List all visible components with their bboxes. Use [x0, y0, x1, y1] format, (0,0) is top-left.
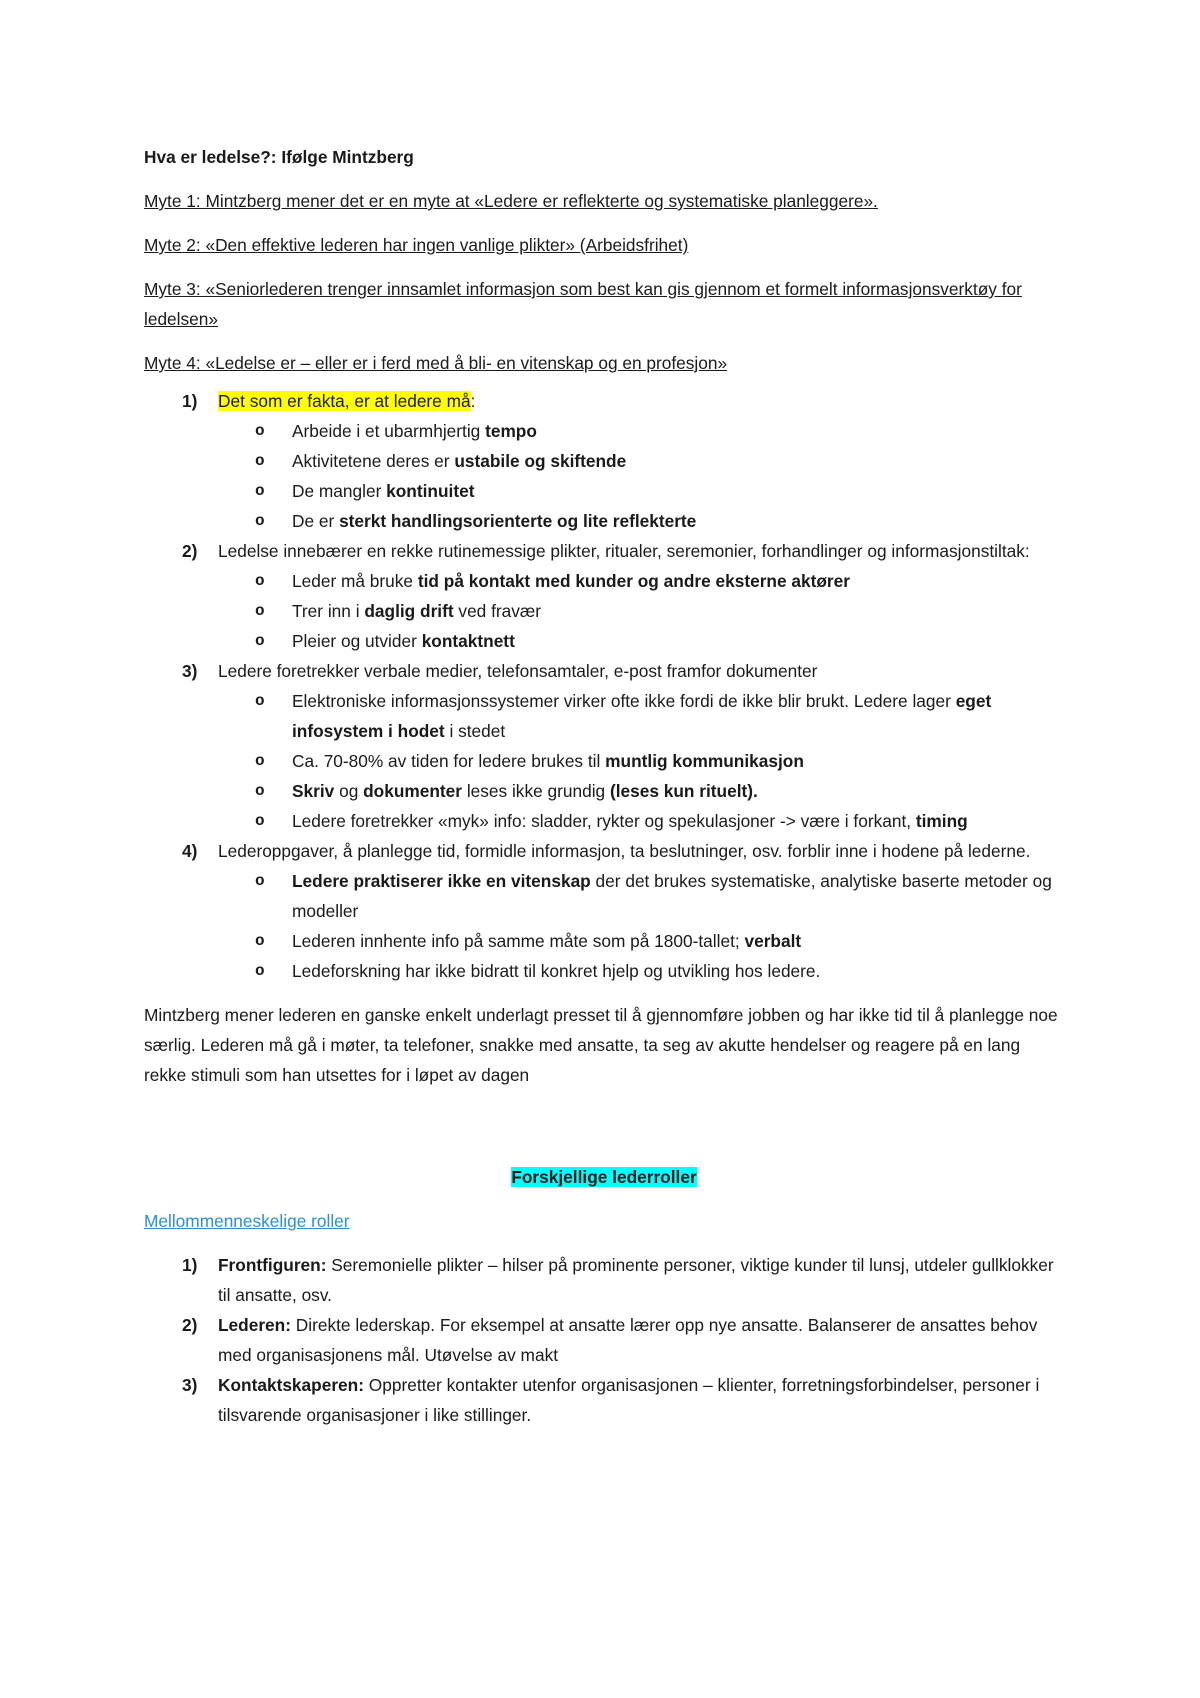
bullet-icon: o: [255, 752, 265, 770]
list-text: Ledelse innebærer en rekke rutinemessige plikter, ritualer, seremonier, forhandlinger og informasjonstiltak:: [218, 541, 1030, 561]
bullet-icon: o: [255, 872, 265, 890]
list-text: :: [470, 391, 476, 411]
sub-list-item: o Ca. 70-80% av tiden for ledere brukes til muntlig kommunikasjon: [144, 746, 1064, 776]
role-description: Seremonielle plikter – hilser på prominente personer, viktige kunder til lunsj, utdeler gullklokker til ansatte, osv.: [218, 1255, 1054, 1305]
role-description: Direkte lederskap. For eksempel at ansatte lærer opp nye ansatte. Balanserer de ansattes behov med organisasjonens mål. Utøvelse av makt: [218, 1315, 1038, 1365]
myth-2: Myte 2: «Den effektive lederen har ingen vanlige plikter» (Arbeidsfrihet): [144, 235, 689, 255]
bullet-icon: o: [255, 482, 265, 500]
list-item: [144, 1250, 1064, 1310]
bullet-icon: o: [255, 962, 265, 980]
sub-list-item: o Lederen innhente info på samme måte som på 1800-tallet; verbalt: [144, 926, 1064, 956]
sub-list: [218, 416, 1064, 536]
bullet-icon: o: [255, 422, 265, 440]
sub-list-item: o Aktivitetene deres er ustabile og skiftende: [144, 446, 1064, 476]
bullet-icon: o: [255, 602, 265, 620]
role-description: Oppretter kontakter utenfor organisasjonen – klienter, forretningsforbindelser, personer i tilsvarende organisasjoner i like stillinger.: [218, 1375, 1040, 1425]
sub-list-item: o Leder må bruke tid på kontakt med kunder og andre eksterne aktører: [144, 566, 1064, 596]
list-item: [144, 1310, 1064, 1370]
subheading-link[interactable]: Mellommenneskelige roller: [144, 1211, 350, 1231]
sub-list-item: o Skriv og dokumenter leses ikke grundig (leses kun rituelt).: [144, 776, 1064, 806]
bullet-icon: o: [255, 932, 265, 950]
highlighted-text: Det som er fakta, er at ledere må: [218, 391, 471, 411]
list-item: [144, 1370, 1064, 1430]
list-number: 3): [182, 661, 198, 681]
role-name: Kontaktskaperen:: [218, 1375, 364, 1395]
list-number: 1): [182, 1255, 198, 1275]
list-text: Ledere foretrekker verbale medier, telefonsamtaler, e-post framfor dokumenter: [218, 661, 818, 681]
bullet-icon: o: [255, 572, 265, 590]
section-title: [144, 1162, 1064, 1192]
role-name: Lederen:: [218, 1315, 291, 1335]
bullet-icon: o: [255, 692, 265, 710]
role-name: Frontfiguren:: [218, 1255, 327, 1275]
list-number: 2): [182, 1315, 198, 1335]
myth-4: Myte 4: «Ledelse er – eller er i ferd med å bli- en vitenskap og en profesjon»: [144, 353, 728, 373]
sub-list: [218, 686, 1064, 836]
list-number: 2): [182, 541, 198, 561]
sub-list-item: o De mangler kontinuitet: [144, 476, 1064, 506]
list-item: [144, 836, 1064, 986]
sub-list-item: o Ledere foretrekker «myk» info: sladder, rykter og spekulasjoner -> være i forkant, timing: [144, 806, 1064, 836]
list-item: [144, 656, 1064, 836]
bullet-icon: o: [255, 452, 265, 470]
list-item: [144, 536, 1064, 656]
bullet-icon: o: [255, 782, 265, 800]
sub-list-item: o Pleier og utvider kontaktnett: [144, 626, 1064, 656]
sub-list-item: o Ledere praktiserer ikke en vitenskap der det brukes systematiske, analytiske baserte metoder og modeller: [144, 866, 1064, 926]
document-page: [144, 142, 1064, 1430]
myth-3: Myte 3: «Seniorlederen trenger innsamlet informasjon som best kan gis gjennom et formelt informasjonsverktøy for ledelsen»: [144, 279, 1022, 329]
bullet-icon: o: [255, 812, 265, 830]
myth-1: Myte 1: Mintzberg mener det er en myte at «Ledere er reflekterte og systematiske planleggere».: [144, 191, 878, 211]
sub-list-item: o Elektroniske informasjonssystemer virker ofte ikke fordi de ikke blir brukt. Ledere lager eget infosystem i hodet i stedet: [144, 686, 1064, 746]
list-item: [144, 386, 1064, 536]
list-number: 4): [182, 841, 198, 861]
sub-list-item: o De er sterkt handlingsorienterte og lite reflekterte: [144, 506, 1064, 536]
bullet-icon: o: [255, 632, 265, 650]
roles-list: [144, 1250, 1064, 1430]
facts-list: [144, 386, 1064, 986]
bullet-icon: o: [255, 512, 265, 530]
summary-paragraph: Mintzberg mener lederen en ganske enkelt underlagt presset til å gjennomføre jobben og har ikke tid til å planlegge noe særlig. Lederen må gå i møter, ta telefoner, snakke med ansatte, ta seg av akutte hendelser og reagere på en lang rekke stimuli som han utsettes for i løpet av dagen: [144, 1005, 1058, 1085]
list-number: 1): [182, 391, 198, 411]
sub-list: [218, 866, 1064, 986]
list-number: 3): [182, 1375, 198, 1395]
sub-list-item: o Ledeforskning har ikke bidratt til konkret hjelp og utvikling hos ledere.: [144, 956, 1064, 986]
list-text: Lederoppgaver, å planlegge tid, formidle informasjon, ta beslutninger, osv. forblir inne i hodene på lederne.: [218, 841, 1031, 861]
document-heading: Hva er ledelse?: Ifølge Mintzberg: [144, 147, 414, 167]
sub-list: [218, 566, 1064, 656]
sub-list-item: o Arbeide i et ubarmhjertig tempo: [144, 416, 1064, 446]
sub-list-item: o Trer inn i daglig drift ved fravær: [144, 596, 1064, 626]
section-title-text: Forskjellige lederroller: [511, 1167, 697, 1187]
